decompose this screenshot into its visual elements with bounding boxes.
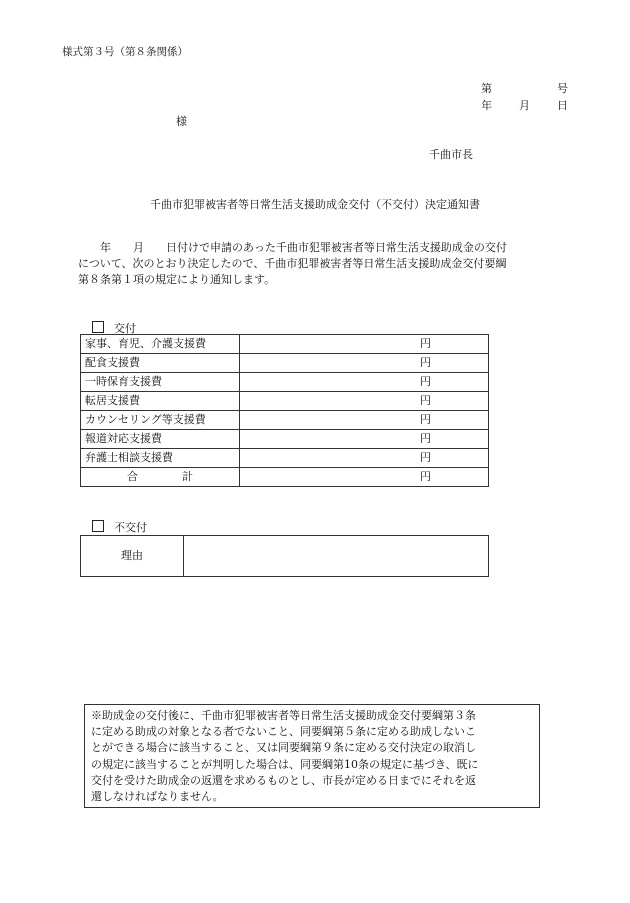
amount-cell[interactable]: 円: [240, 373, 489, 392]
reason-box: [80, 535, 489, 577]
table-row: [81, 411, 489, 430]
notice-line: 交付を受けた助成金の返還を求めるものとし、市長が定める日までにそれを返: [91, 773, 476, 787]
notice-line: ※助成金の交付後に、千曲市犯罪被害者等日常生活支援助成金交付要綱第３条: [91, 709, 476, 722]
amount-cell[interactable]: 円: [240, 335, 489, 354]
total-amount-cell[interactable]: 円: [240, 468, 489, 487]
body-line: 年 月 日付けで申請のあった千曲市犯罪被害者等日常生活支援助成金の交付: [78, 241, 507, 254]
total-label: 合 計: [81, 468, 240, 487]
table-row: [81, 430, 489, 449]
item-name: 転居支援費: [81, 392, 240, 411]
body-paragraph: [78, 240, 540, 288]
item-name: 配食支援費: [81, 354, 240, 373]
amount-cell[interactable]: 円: [240, 449, 489, 468]
document-number-prefix: 第: [481, 82, 492, 95]
item-name: 家事、育児、介護支援費: [81, 335, 240, 354]
grant-amount-table: [80, 334, 489, 487]
amount-cell[interactable]: 円: [240, 411, 489, 430]
reason-field[interactable]: [184, 536, 488, 576]
koufu-label: 交付: [114, 322, 136, 335]
date-month-label: 月: [519, 99, 530, 112]
item-name: 一時保育支援費: [81, 373, 240, 392]
form-id: 様式第３号（第８条関係）: [62, 46, 188, 58]
fukoufu-label: 不交付: [114, 521, 147, 534]
item-name: 報道対応支援費: [81, 430, 240, 449]
amount-cell[interactable]: 円: [240, 354, 489, 373]
notice-line: に定める助成の対象となる者でないこと、同要綱第５条に定める助成しないこ: [91, 725, 476, 739]
date-year-label: 年: [481, 99, 492, 112]
document-number-suffix: 号: [557, 82, 568, 95]
date-day-label: 日: [557, 99, 568, 112]
notice-line: とができる場合に該当すること、又は同要綱第９条に定める交付決定の取消し: [91, 741, 476, 755]
table-row: [81, 354, 489, 373]
item-name: カウンセリング等支援費: [81, 411, 240, 430]
table-row: [81, 335, 489, 354]
body-line: 第８条第１項の規定により通知します。: [78, 273, 276, 286]
body-line: について、次のとおり決定したので、千曲市犯罪被害者等日常生活支援助成金交付要綱: [78, 257, 507, 270]
notice-line: の規定に該当することが判明した場合は、同要綱第10条の規定に基づき、既に: [91, 757, 479, 771]
issuer-name: 千曲市長: [429, 148, 473, 161]
amount-cell[interactable]: 円: [240, 392, 489, 411]
notice-line: 還しなければなりません。: [91, 790, 224, 804]
document-title: 千曲市犯罪被害者等日常生活支援助成金交付（不交付）決定通知書: [150, 198, 480, 211]
total-row: [81, 468, 489, 487]
table-row: [81, 373, 489, 392]
reason-label: 理由: [81, 536, 184, 576]
table-row: [81, 449, 489, 468]
addressee-suffix: 様: [176, 115, 187, 128]
amount-cell[interactable]: 円: [240, 430, 489, 449]
refund-notice-box: [84, 704, 540, 808]
fukoufu-section-label: [92, 519, 147, 535]
koufu-checkbox[interactable]: [92, 321, 104, 333]
fukoufu-checkbox[interactable]: [92, 520, 104, 532]
table-row: [81, 392, 489, 411]
item-name: 弁護士相談支援費: [81, 449, 240, 468]
